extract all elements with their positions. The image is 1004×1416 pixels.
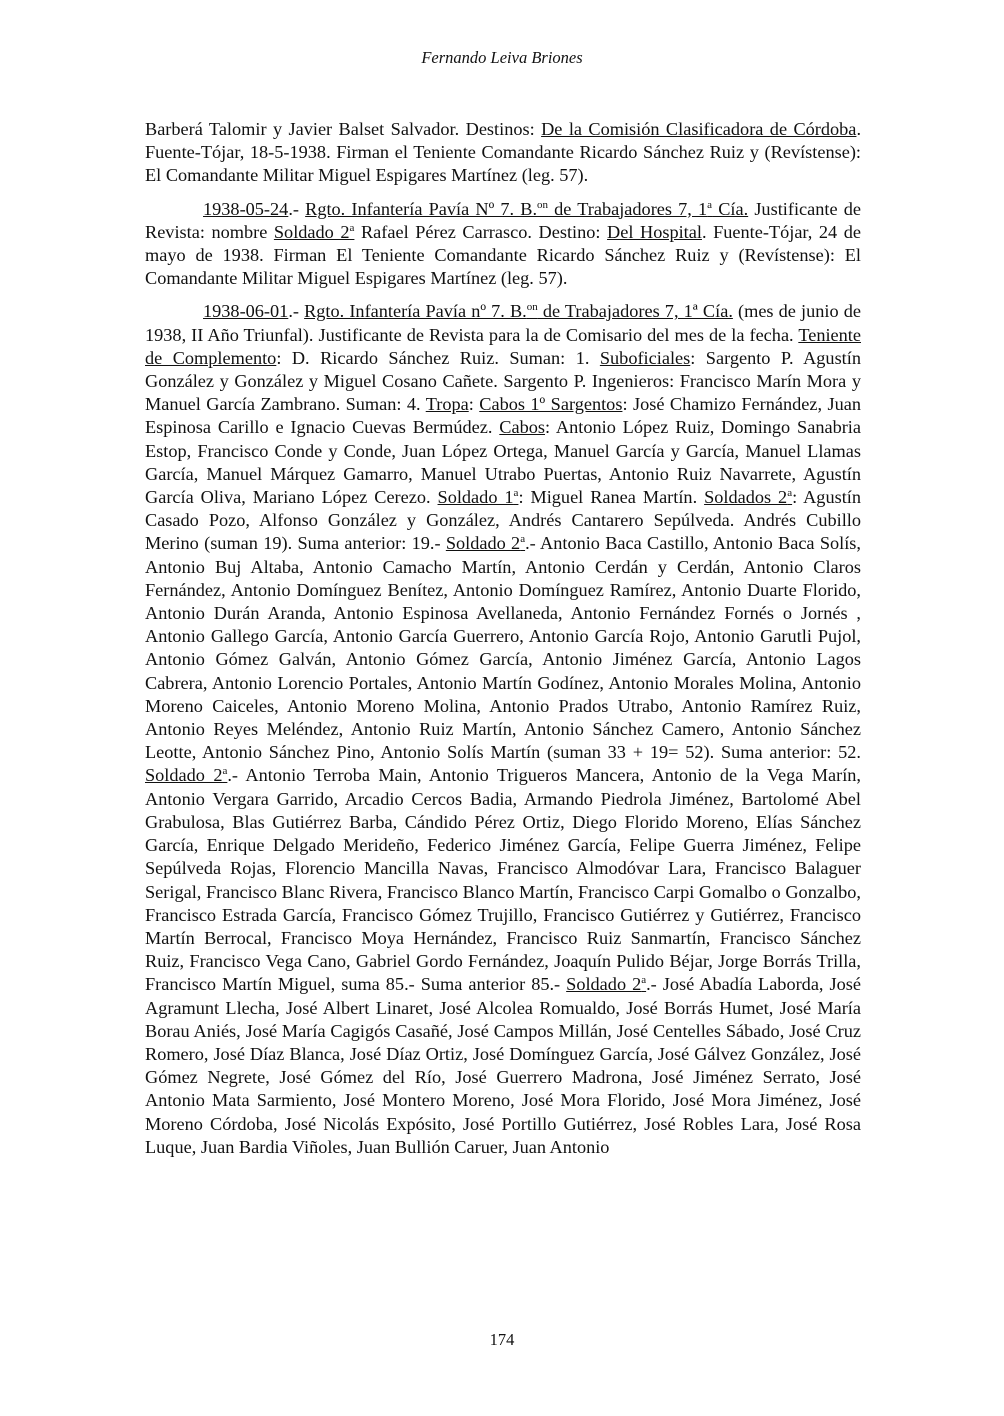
paragraph-1: Barberá Talomir y Javier Balset Salvador. Destinos: De la Comisión Clasificadora de Córdoba. Fuente-Tójar, 18-5-1938. Firman el Teniente Comandante Ricardo Sánchez Ruiz y (Revístense): El Comandante Militar Miguel Espigares Martínez (leg. 57).	[145, 119, 862, 186]
rank-text: Soldado 1$^a$	[437, 486, 519, 508]
page-number: 174	[489, 1330, 515, 1349]
rank-text: Cabos 1º Sargentos	[479, 394, 623, 415]
rank-text: Tropa	[425, 394, 469, 415]
rank-text: Soldado 2$^a$	[145, 765, 228, 786]
rank-text: Teniente de Complemento	[145, 324, 861, 368]
page-body	[145, 118, 861, 1169]
unit-name: Rgto. Infantería Pavía nº 7. B.$^{on}$ de Trabajadores 7, 1ª Cía.	[304, 301, 733, 322]
rank-text: Soldado 2$^a$	[445, 533, 526, 554]
entry-date: 1938-05-24	[203, 198, 289, 219]
destination-text: De la Comisión Clasificadora de Córdoba	[541, 119, 857, 139]
entry-date: 1938-06-01	[203, 301, 289, 322]
paragraph-2: 1938-05-24.- Rgto. Infantería Pavía Nº 7. B.$^{on}$ de Trabajadores 7, 1$^a$ Cía. Justificante de Revista: nombre Soldado 2$^a$ Rafael Pérez Carrasco. Destino: Del Hospital. Fuente-Tójar, 24 de mayo de 1938. Firman El Teniente Comandante Ricardo Sánchez Ruiz y (Revístense): El Comandante Militar Miguel Espigares Martínez (leg. 57).	[145, 198, 862, 289]
rank-text: Suboficiales	[599, 347, 691, 368]
running-header: Fernando Leiva Briones	[421, 48, 583, 67]
rank-text: Soldado 2$^a$	[273, 221, 355, 242]
rank-text: Soldado 2$^a$	[566, 974, 647, 995]
paragraph-3: 1938-06-01.- Rgto. Infantería Pavía nº 7. B.$^{on}$ de Trabajadores 7, 1ª Cía. (mes de junio de 1938, II Año Triunfal). Justificante de Revista para la de Comisario del mes de la fecha. Teniente de Complemento: D. Ricardo Sánchez Ruiz. Suman: 1. Suboficiales: Sargento P. Agustín González y González y Miguel Cosano Cañete. Sargento P. Ingenieros: Francisco Marín Mora y Manuel García Zambrano. Suman: 4. Tropa: Cabos 1º Sargentos: José Chamizo Fernández, Juan Espinosa Carillo e Ignacio Cuevas Bermúdez. Cabos: Antonio López Ruiz, Domingo Sanabria Estop, Francisco Conde y Conde, Juan López Ortega, Manuel García y García, Manuel Llamas García, Manuel Márquez Gamarro, Manuel Utrabo Puertas, Antonio Ruiz Navarrete, Agustín García Oliva, Mariano López Cerezo. Soldado 1$^a$: Miguel Ranea Martín. Soldados 2$^a$: Agustín Casado Pozo, Alfonso González y González, Andrés Cantarero Sepúlveda. Andrés Cubillo Merino (suman 19). Suma anterior: 19.- Soldado 2$^a$.- Antonio Baca Castillo, Antonio Baca Solís, Antonio Buj Altaba, Antonio Camacho Martín, Antonio Cerdán y Cerdán, Antonio Claros Fernández, Antonio Domínguez Benítez, Antonio Domínguez Ramírez, Antonio Duarte Florido, Antonio Durán Aranda, Antonio Espinosa Avellaneda, Antonio Fernández Fornés o Jornés , Antonio Gallego García, Antonio García Guerrero, Antonio García Rojo, Antonio Garutli Pujol, Antonio Gómez Galván, Antonio Gómez García, Antonio Jiménez García, Antonio Lagos Cabrera, Antonio Lorencio Portales, Antonio Martín Godínez, Antonio Morales Molina, Antonio Moreno Caiceles, Antonio Moreno Molina, Antonio Prados Utrabo, Antonio Ramírez Ruiz, Antonio Reyes Meléndez, Antonio Ruiz Martín, Antonio Sánchez Camero, Antonio Sánchez Leotte, Antonio Sánchez Pino, Antonio Solís Martín (suman 33 + 19= 52). Suma anterior: 52. Soldado 2$^a$.- Antonio Terroba Main, Antonio Trigueros Mancera, Antonio de la Vega Marín, Antonio Vergara Garrido, Arcadio Cercos Badia, Armando Piedrola Jiménez, Bartolomé Abel Grabulosa, Blas Gutiérrez Barba, Cándido Pérez Ortiz, Diego Florido Moreno, Elías Sánchez García, Enrique Delgado Merideño, Federico Jiménez García, Felipe Guerra Jiménez, Felipe Sepúlveda Rojas, Florencio Mancilla Navas, Francisco Almodóvar Lara, Francisco Balaguer Serigal, Francisco Blanc Rivera, Francisco Blanco Martín, Francisco Carpi Gomalbo o Gonzalbo, Francisco Estrada García, Francisco Gómez Trujillo, Francisco Gutiérrez y Gutiérrez, Francisco Martín Berrocal, Francisco Moya Hernández, Francisco Ruiz Sanmartín, Francisco Sánchez Ruiz, Francisco Vega Cano, Gabriel Gordo Fernández, Joaquín Pulido Béjar, Jorge Borrás Trilla, Francisco Martín Miguel, suma 85.- Suma anterior 85.- Soldado 2$^a$.- José Abadía Laborda, José Agramunt Llecha, José Albert Linaret, José Alcolea Romualdo, José Borrás Humet, José María Borau Aniés, José María Cagigós Casañé, José Campos Millán, José Centelles Sábado, José Cruz Romero, José Díaz Blanca, José Díaz Ortiz, José Domínguez García, José Gálvez González, José Gómez Negrete, José Gómez del Río, José Guerrero Madrona, José Jiménez Serrato, José Antonio Mata Sarmiento, José Montero Moreno, José Mora Florido, José Mora Jiménez, José Moreno Córdoba, José Nicolás Expósito, José Portillo Gutiérrez, José Robles Lara, José Rosa Luque, Juan Bardia Viñoles, Juan Bullión Caruer, Juan Antonio	[145, 301, 862, 1157]
unit-name: Rgto. Infantería Pavía Nº 7. B.$^{on}$ de Trabajadores 7, 1$^a$ Cía.	[305, 198, 749, 219]
rank-text: Soldados 2$^a$	[704, 486, 793, 508]
destination-text: Del Hospital	[607, 221, 702, 242]
rank-text: Cabos	[499, 417, 545, 438]
